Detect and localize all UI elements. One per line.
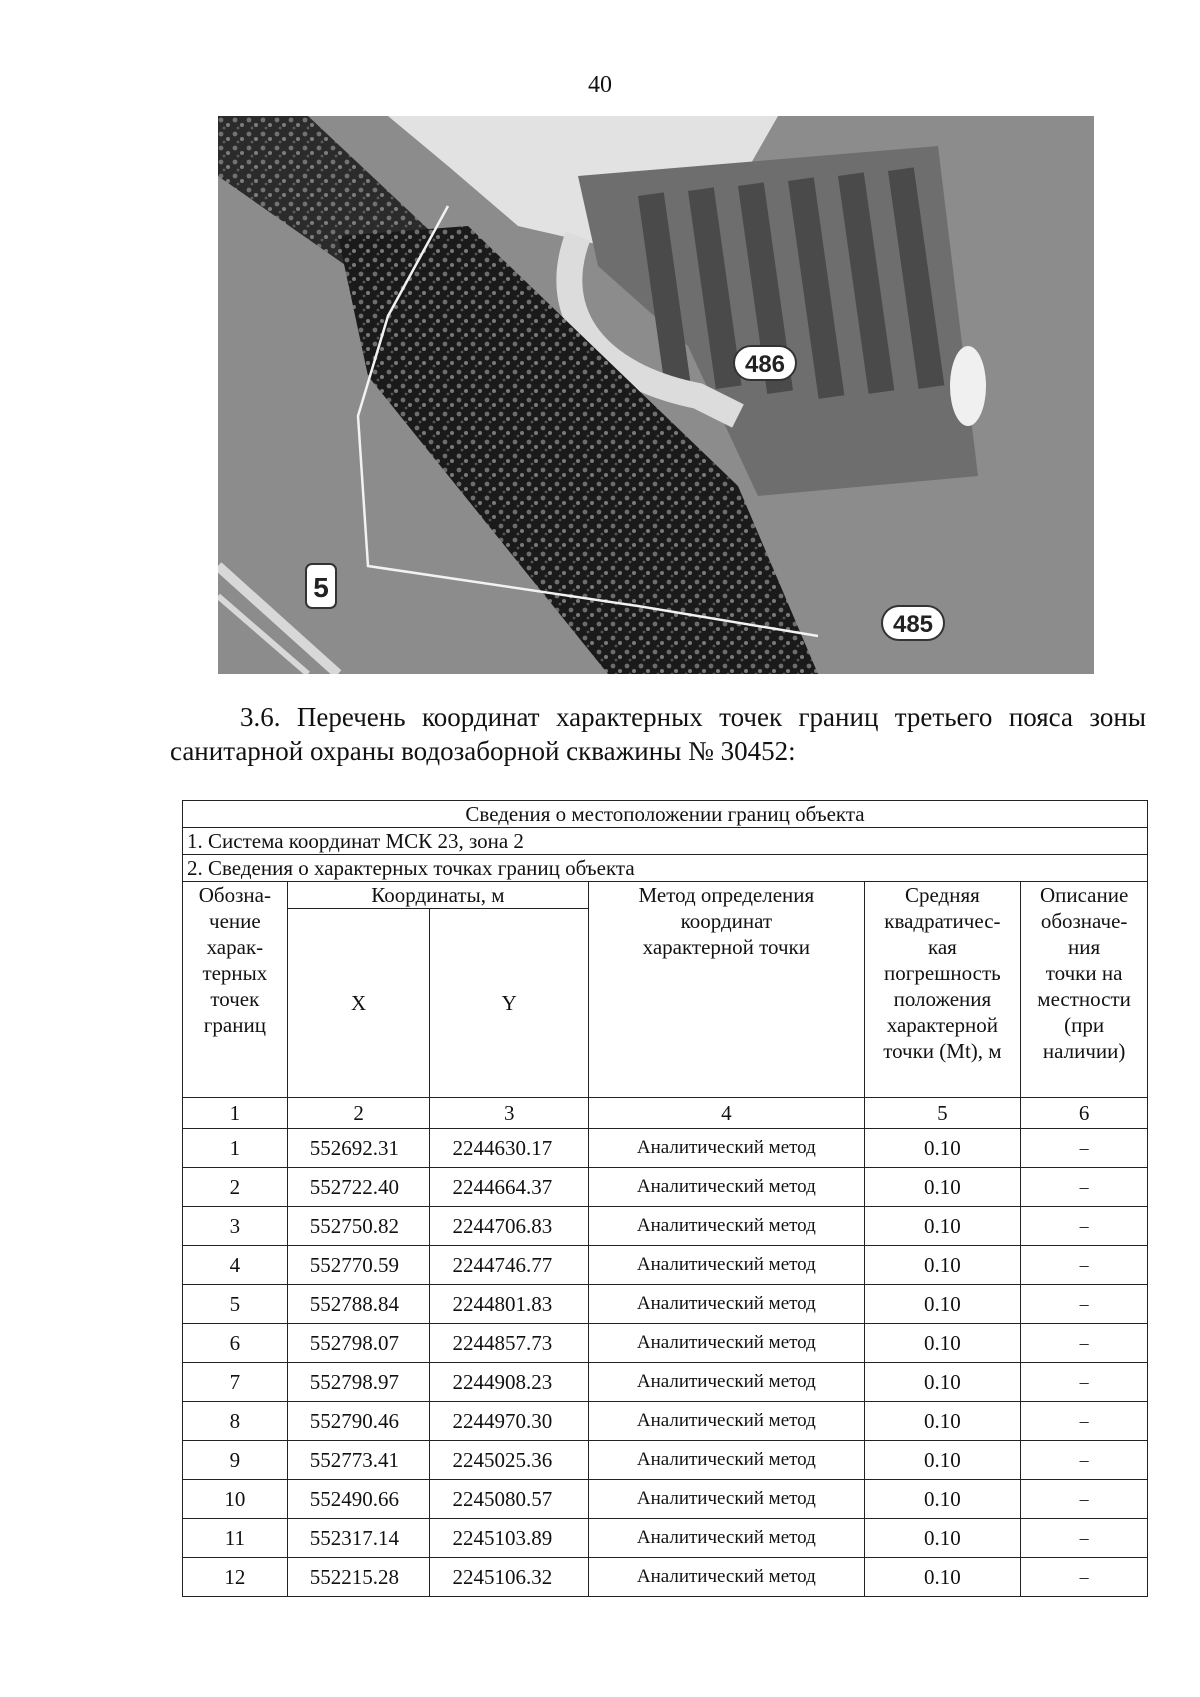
method-cell: Аналитический метод	[589, 1246, 864, 1285]
page-number: 40	[588, 72, 612, 98]
road-label-5	[306, 564, 336, 608]
error-cell: 0.10	[864, 1441, 1021, 1480]
column-number: 3	[430, 1098, 589, 1129]
point-number: 10	[183, 1480, 288, 1519]
x-coordinate: 552490.66	[287, 1480, 430, 1519]
x-coordinate: 552750.82	[287, 1207, 430, 1246]
description-cell: –	[1021, 1441, 1148, 1480]
table-row	[183, 1441, 1148, 1480]
y-coordinate: 2244746.77	[430, 1246, 589, 1285]
error-cell: 0.10	[864, 1246, 1021, 1285]
x-coordinate: 552798.07	[287, 1324, 430, 1363]
error-cell: 0.10	[864, 1168, 1021, 1207]
point-number: 2	[183, 1168, 288, 1207]
column-number: 2	[287, 1098, 430, 1129]
coordinates-table	[182, 800, 1148, 1597]
y-coordinate: 2244801.83	[430, 1285, 589, 1324]
description-cell: –	[1021, 1207, 1148, 1246]
table-row	[183, 1246, 1148, 1285]
y-coordinate: 2245025.36	[430, 1441, 589, 1480]
method-cell: Аналитический метод	[589, 1324, 864, 1363]
point-number: 11	[183, 1519, 288, 1558]
header-y: Y	[430, 909, 589, 1098]
y-coordinate: 2244908.23	[430, 1363, 589, 1402]
point-number: 1	[183, 1129, 288, 1168]
svg-text:5: 5	[313, 572, 329, 603]
error-cell: 0.10	[864, 1402, 1021, 1441]
y-coordinate: 2244630.17	[430, 1129, 589, 1168]
x-coordinate: 552788.84	[287, 1285, 430, 1324]
coordinate-system: 1. Система координат МСК 23, зона 2	[183, 828, 1148, 855]
method-cell: Аналитический метод	[589, 1441, 864, 1480]
column-number: 5	[864, 1098, 1021, 1129]
description-cell: –	[1021, 1519, 1148, 1558]
table-row	[183, 1168, 1148, 1207]
table-row	[183, 1402, 1148, 1441]
description-cell: –	[1021, 1324, 1148, 1363]
header-coordinates: Координаты, м	[287, 882, 588, 909]
svg-text:486: 486	[744, 351, 786, 378]
table-row	[183, 1324, 1148, 1363]
x-coordinate: 552215.28	[287, 1558, 430, 1597]
point-number: 7	[183, 1363, 288, 1402]
description-cell: –	[1021, 1129, 1148, 1168]
section-label: 2. Сведения о характерных точках границ объекта	[183, 855, 1148, 882]
error-cell: 0.10	[864, 1519, 1021, 1558]
y-coordinate: 2245106.32	[430, 1558, 589, 1597]
error-cell: 0.10	[864, 1285, 1021, 1324]
table-title: Сведения о местоположении границ объекта	[183, 801, 1148, 828]
point-number: 9	[183, 1441, 288, 1480]
method-cell: Аналитический метод	[589, 1558, 864, 1597]
error-cell: 0.10	[864, 1558, 1021, 1597]
method-cell: Аналитический метод	[589, 1402, 864, 1441]
x-coordinate: 552770.59	[287, 1246, 430, 1285]
method-cell: Аналитический метод	[589, 1519, 864, 1558]
table-row	[183, 1558, 1148, 1597]
description-cell: –	[1021, 1168, 1148, 1207]
table-row	[183, 1519, 1148, 1558]
y-coordinate: 2244664.37	[430, 1168, 589, 1207]
point-number: 4	[183, 1246, 288, 1285]
description-cell: –	[1021, 1246, 1148, 1285]
description-cell: –	[1021, 1558, 1148, 1597]
description-cell: –	[1021, 1363, 1148, 1402]
error-cell: 0.10	[864, 1324, 1021, 1363]
point-number: 5	[183, 1285, 288, 1324]
method-cell: Аналитический метод	[589, 1480, 864, 1519]
method-cell: Аналитический метод	[589, 1285, 864, 1324]
column-numbers-row	[183, 1098, 1148, 1129]
method-cell: Аналитический метод	[589, 1363, 864, 1402]
road-label-485	[882, 606, 944, 640]
section-heading: 3.6. Перечень координат характерных точек границ третьего пояса зоны санитарной охраны водозаборной скважины № 30452:	[170, 702, 1146, 766]
x-coordinate: 552722.40	[287, 1168, 430, 1207]
y-coordinate: 2244857.73	[430, 1324, 589, 1363]
column-number: 6	[1021, 1098, 1148, 1129]
y-coordinate: 2245080.57	[430, 1480, 589, 1519]
y-coordinate: 2244706.83	[430, 1207, 589, 1246]
svg-text:485: 485	[892, 611, 934, 638]
table-row	[183, 1207, 1148, 1246]
error-cell: 0.10	[864, 1129, 1021, 1168]
header-method: Метод определения координат характерной точки	[589, 882, 864, 1098]
header-x: X	[287, 909, 430, 1098]
map-graphic	[218, 116, 1094, 674]
method-cell: Аналитический метод	[589, 1129, 864, 1168]
column-number: 4	[589, 1098, 864, 1129]
error-cell: 0.10	[864, 1480, 1021, 1519]
error-cell: 0.10	[864, 1207, 1021, 1246]
description-cell: –	[1021, 1480, 1148, 1519]
table-row	[183, 1363, 1148, 1402]
x-coordinate: 552317.14	[287, 1519, 430, 1558]
x-coordinate: 552790.46	[287, 1402, 430, 1441]
point-number: 8	[183, 1402, 288, 1441]
point-number: 6	[183, 1324, 288, 1363]
error-cell: 0.10	[864, 1363, 1021, 1402]
y-coordinate: 2245103.89	[430, 1519, 589, 1558]
x-coordinate: 552692.31	[287, 1129, 430, 1168]
column-number: 1	[183, 1098, 288, 1129]
method-cell: Аналитический метод	[589, 1168, 864, 1207]
table-row	[183, 1129, 1148, 1168]
table-row	[183, 1480, 1148, 1519]
point-number: 3	[183, 1207, 288, 1246]
header-error: Средняя квадратичес- кая погрешность положения характерной точки (Mt), м	[864, 882, 1021, 1098]
description-cell: –	[1021, 1402, 1148, 1441]
header-designation: Обозна- чение харак- терных точек границ	[183, 882, 288, 1098]
method-cell: Аналитический метод	[589, 1207, 864, 1246]
table-row	[183, 1285, 1148, 1324]
x-coordinate: 552798.97	[287, 1363, 430, 1402]
road-label-486	[734, 346, 796, 380]
x-coordinate: 552773.41	[287, 1441, 430, 1480]
header-description: Описание обозначе- ния точки на местности (при наличии)	[1021, 882, 1148, 1098]
point-number: 12	[183, 1558, 288, 1597]
y-coordinate: 2244970.30	[430, 1402, 589, 1441]
description-cell: –	[1021, 1285, 1148, 1324]
aerial-map-image	[218, 116, 1094, 674]
